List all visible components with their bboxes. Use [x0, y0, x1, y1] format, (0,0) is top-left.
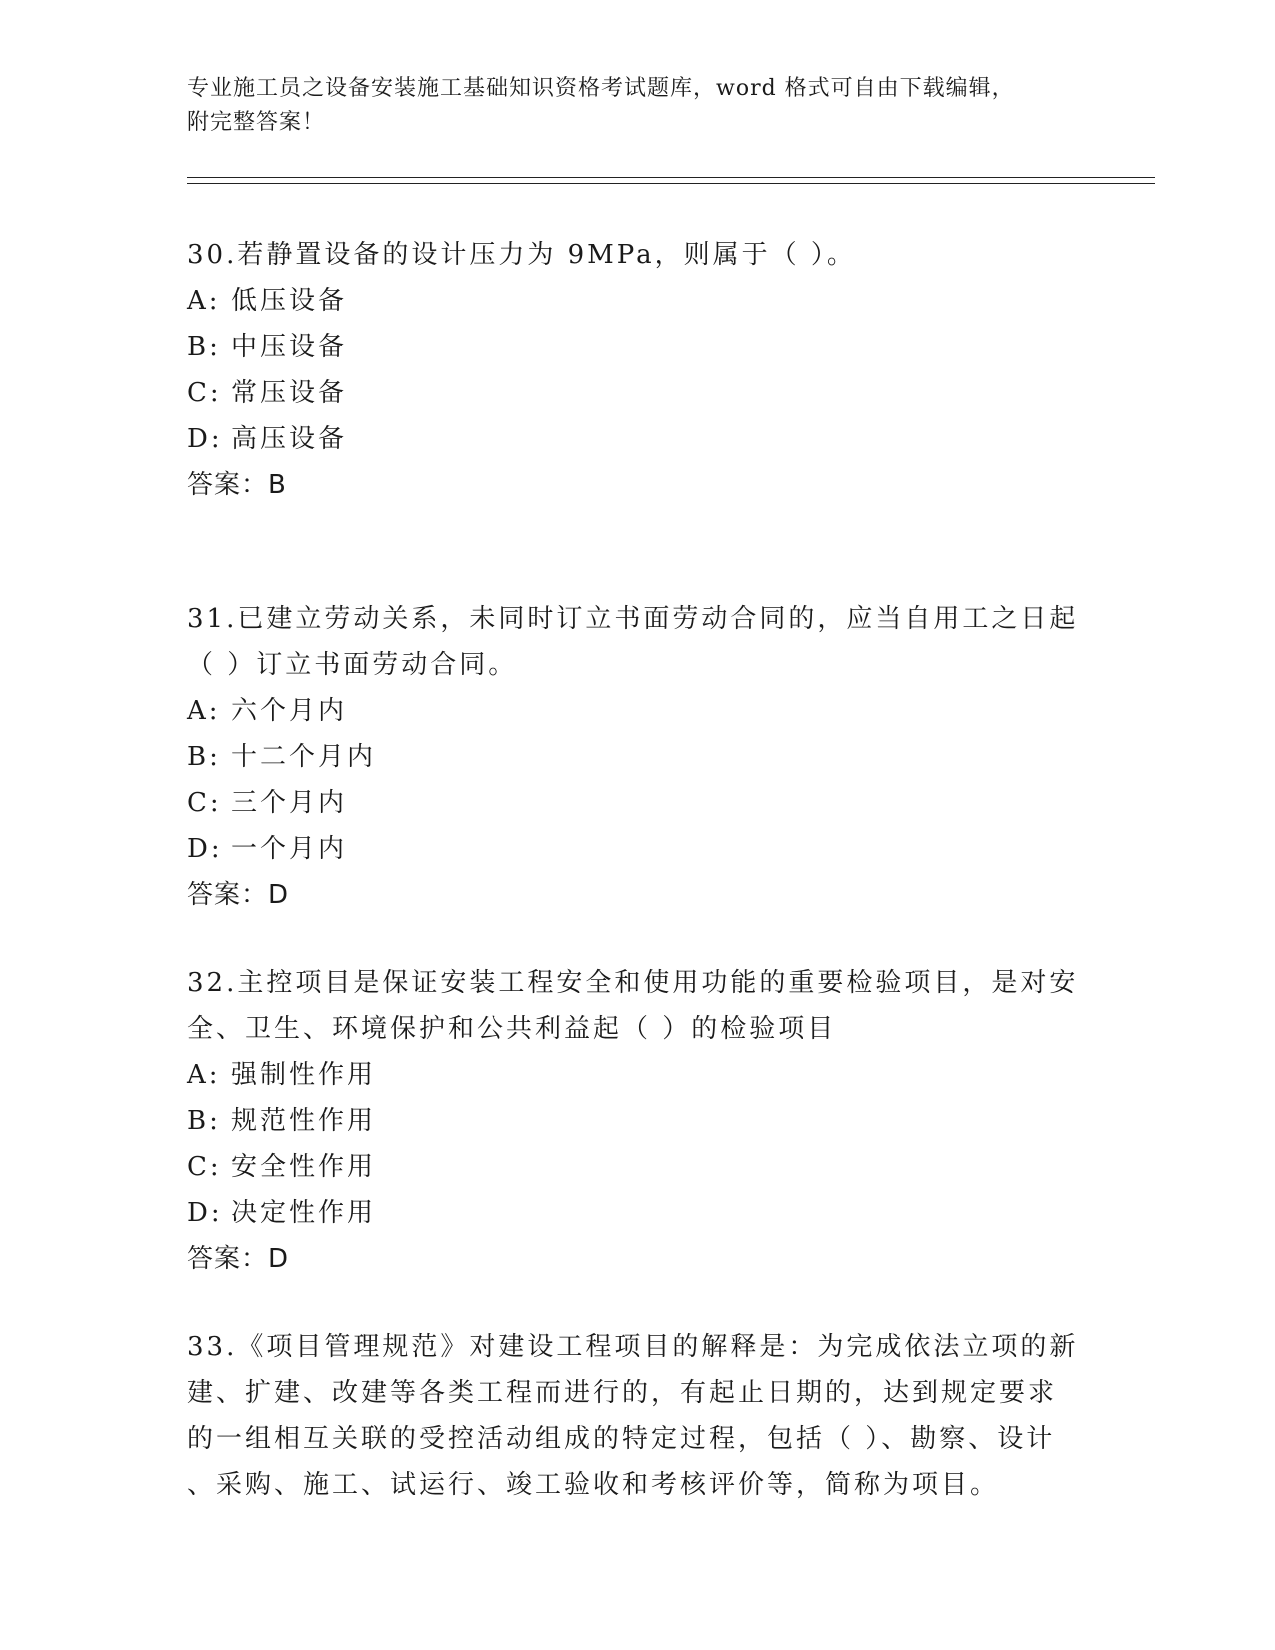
option-text: 强制性作用	[231, 1060, 377, 1090]
question-stem: 32.主控项目是保证安装工程安全和使用功能的重要检验项目，是对安	[187, 968, 1079, 998]
question-32	[187, 960, 1078, 1282]
option-c	[187, 780, 1078, 826]
question-stem: 、采购、施工、试运行、竣工验收和考核评价等，简称为项目。	[187, 1470, 1000, 1500]
option-text: 中压设备	[231, 332, 348, 362]
answer-label: 答案：D	[187, 1244, 290, 1274]
option-text: 安全性作用	[231, 1152, 377, 1182]
option-c	[187, 1144, 1078, 1190]
option-text: 低压设备	[231, 286, 348, 316]
option-c	[187, 370, 856, 416]
question-stem: 全、卫生、环境保护和公共利益起（ ）的检验项目	[187, 1014, 837, 1044]
question-stem: 建、扩建、改建等各类工程而进行的，有起止日期的，达到规定要求	[187, 1378, 1058, 1408]
option-key: D:	[187, 1198, 223, 1228]
option-key: A:	[187, 696, 221, 726]
option-text: 高压设备	[231, 424, 348, 454]
option-key: C:	[187, 378, 222, 408]
option-key: B:	[187, 1106, 221, 1136]
option-a	[187, 1052, 1078, 1098]
option-text: 决定性作用	[231, 1198, 377, 1228]
header-divider-top	[187, 177, 1155, 178]
question-stem: 的一组相互关联的受控活动组成的特定过程，包括（ ）、勘察、设计	[187, 1424, 1056, 1454]
answer-label: 答案：B	[187, 470, 287, 500]
option-a	[187, 278, 856, 324]
question-stem: 33.《项目管理规范》对建设工程项目的解释是：为完成依法立项的新	[187, 1332, 1079, 1362]
question-stem: 30.若静置设备的设计压力为 9MPa，则属于（ ）。	[187, 240, 856, 270]
option-key: B:	[187, 742, 221, 772]
option-b	[187, 1098, 1078, 1144]
option-text: 六个月内	[231, 696, 348, 726]
option-key: D:	[187, 424, 223, 454]
question-31	[187, 596, 1078, 918]
header-line-1: 专业施工员之设备安装施工基础知识资格考试题库，word 格式可自由下载编辑，	[187, 76, 1015, 101]
option-b	[187, 324, 856, 370]
option-key: C:	[187, 1152, 222, 1182]
option-b	[187, 734, 1078, 780]
option-text: 三个月内	[231, 788, 348, 818]
option-text: 常压设备	[231, 378, 348, 408]
answer-label: 答案：D	[187, 880, 290, 910]
option-key: A:	[187, 1060, 221, 1090]
option-text: 一个月内	[231, 834, 348, 864]
option-text: 十二个月内	[231, 742, 377, 772]
question-33	[187, 1324, 1078, 1508]
document-header	[187, 72, 1067, 140]
option-key: A:	[187, 286, 221, 316]
option-text: 规范性作用	[231, 1106, 377, 1136]
header-divider-bottom	[187, 183, 1155, 184]
option-d	[187, 416, 856, 462]
option-key: C:	[187, 788, 222, 818]
question-stem: 31.已建立劳动关系，未同时订立书面劳动合同的，应当自用工之日起	[187, 604, 1079, 634]
option-d	[187, 1190, 1078, 1236]
option-key: B:	[187, 332, 221, 362]
option-key: D:	[187, 834, 223, 864]
option-a	[187, 688, 1078, 734]
question-stem: （ ）订立书面劳动合同。	[187, 650, 518, 680]
header-line-2: 附完整答案！	[187, 110, 326, 135]
question-30	[187, 232, 856, 508]
option-d	[187, 826, 1078, 872]
